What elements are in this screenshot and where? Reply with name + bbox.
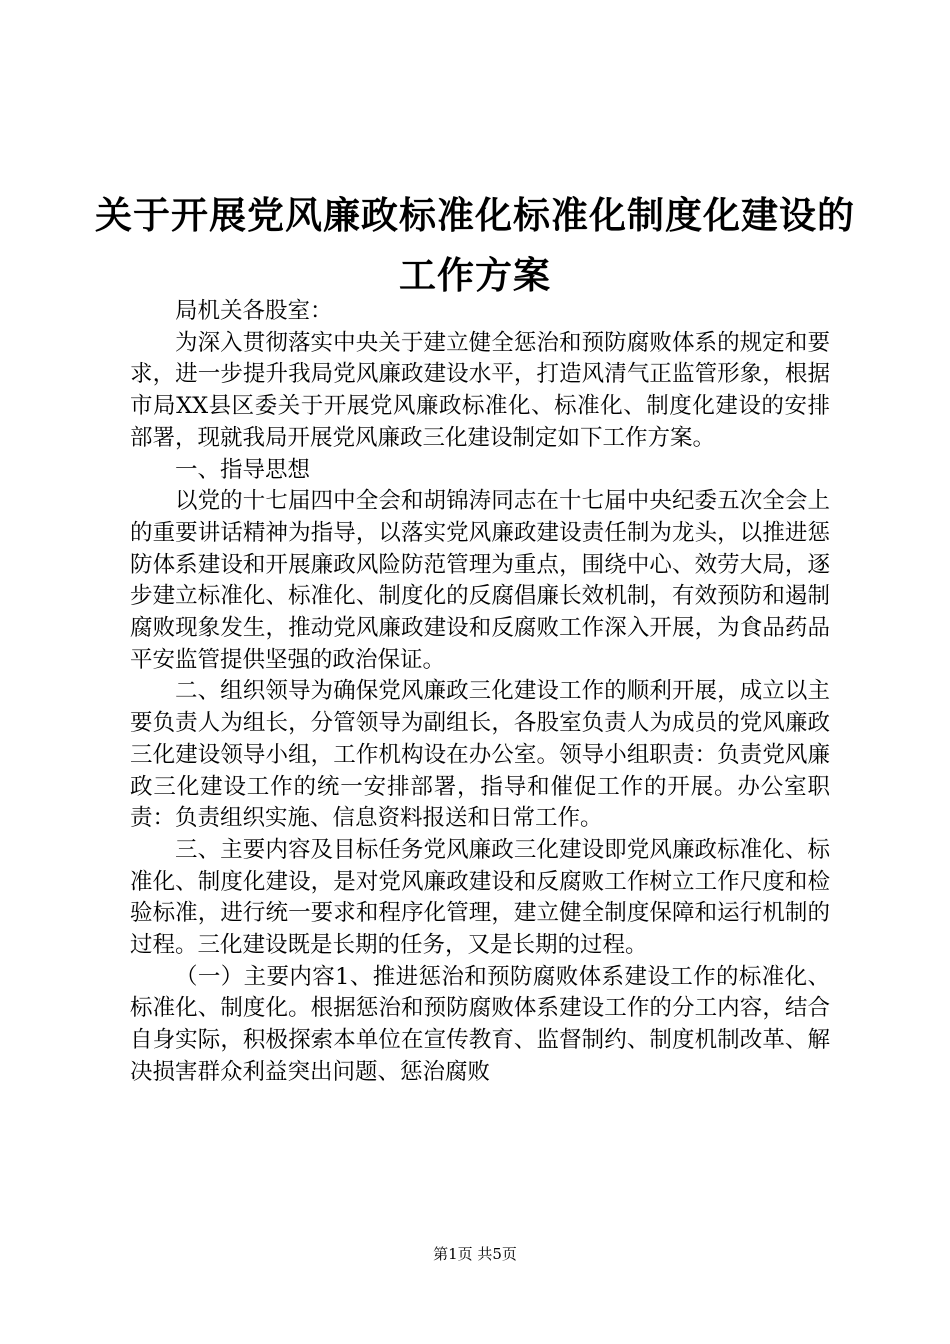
document-title-line-2: 工作方案 xyxy=(399,254,551,297)
paragraph-organization: 二、组织领导为确保党风廉政三化建设工作的顺利开展，成立以主要负责人为组长，分管领导为副组长，各股室负责人为成员的党风廉政三化建设领导小组，工作机构设在办公室。领导小组职责：负责党风廉政三化建设工作的统一安排部署，指导和催促工作的开展。办公室职责：负责组织实施、信息资料报送和日常工作。 xyxy=(130,678,830,832)
paragraph-intro: 为深入贯彻落实中央关于建立健全惩治和预防腐败体系的规定和要求，进一步提升我局党风廉政建设水平，打造风清气正监管形象，根据市局XX县区委关于开展党风廉政标准化、标准化、制度化建设的安排部署，现就我局开展党风廉政三化建设制定如下工作方案。 xyxy=(130,329,830,451)
paragraph-guiding-ideology: 以党的十七届四中全会和胡锦涛同志在十七届中央纪委五次全会上的重要讲话精神为指导，以落实党风廉政建设责任制为龙头，以推进惩防体系建设和开展廉政风险防范管理为重点，围绕中心、效劳大局，逐步建立标准化、标准化、制度化的反腐倡廉长效机制，有效预防和遏制腐败现象发生，推动党风廉政建设和反腐败工作深入开展，为食品药品平安监管提供坚强的政治保证。 xyxy=(130,488,830,673)
salutation: 局机关各股室： xyxy=(175,298,333,324)
page-footer: 第1页 共5页 xyxy=(433,1245,517,1263)
document-title-line-1: 关于开展党风廉政标准化标准化制度化建设的 xyxy=(95,194,855,237)
document-body xyxy=(130,296,830,1089)
paragraph-content-item-1: （一）主要内容1、推进惩治和预防腐败体系建设工作的标准化、标准化、制度化。根据惩治和预防腐败体系建设工作的分工内容，结合自身实际，积极探索本单位在宣传教育、监督制约、制度机制改革、解决损害群众利益突出问题、惩治腐败 xyxy=(130,963,830,1085)
paragraph-main-content: 三、主要内容及目标任务党风廉政三化建设即党风廉政标准化、标准化、制度化建设，是对党风廉政建设和反腐败工作树立工作尺度和检验标准，进行统一要求和程序化管理，建立健全制度保障和运行机制的过程。三化建设既是长期的任务，又是长期的过程。 xyxy=(130,836,830,959)
heading-guiding-ideology: 一、指导思想 xyxy=(175,456,311,483)
